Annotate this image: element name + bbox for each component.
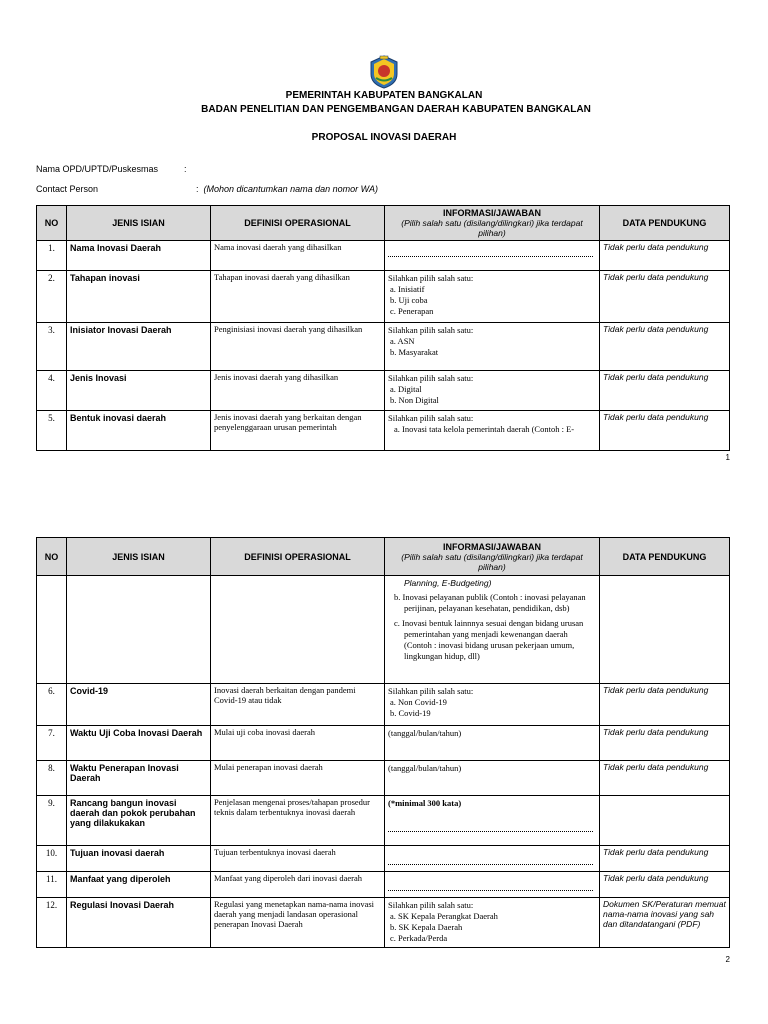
col-no: NO bbox=[37, 538, 67, 576]
answer-field[interactable]: Planning, E-Budgeting) b. Inovasi pelayanan publik (Contoh : inovasi pelayanan perijinan, pelayanan kesehatan, pendidikan, dsb) c. Inovasi bentuk lainnnya sesuai dengan bidang urusan pemerintahan yang menjadi kewenangan daerah (Contoh : inovasi bidang urusan pekerjaan umum, lingkungan hidup, dll) bbox=[385, 576, 600, 684]
col-data: DATA PENDUKUNG bbox=[600, 206, 730, 241]
option[interactable]: b. Covid-19 bbox=[390, 708, 431, 719]
option[interactable]: a. ASN bbox=[390, 336, 415, 347]
option[interactable]: b. Inovasi pelayanan publik (Contoh : inovasi pelayanan perijinan, pelayanan kesehatan, pendidikan, dsb) bbox=[394, 592, 586, 614]
answer-field[interactable]: Silahkan pilih salah satu: a. Inovasi tata kelola pemerintah daerah (Contoh : E- bbox=[385, 411, 600, 451]
date-field[interactable]: (tanggal/bulan/tahun) bbox=[385, 761, 600, 796]
answer-field[interactable]: Silahkan pilih salah satu: a. ASN b. Masyarakat bbox=[385, 323, 600, 371]
table-header-row bbox=[37, 538, 730, 576]
page-number-1: 1 bbox=[725, 453, 730, 462]
col-info: INFORMASI/JAWABAN (Pilih salah satu (disilang/dilingkari) jika terdapat pilihan) bbox=[385, 538, 600, 576]
proposal-table-page-1 bbox=[36, 205, 730, 451]
option[interactable]: a. Inovasi tata kelola pemerintah daerah (Contoh : E- bbox=[394, 424, 575, 435]
col-info: INFORMASI/JAWABAN (Pilih salah satu (disilang/dilingkari) jika terdapat pilihan) bbox=[385, 206, 600, 241]
col-definisi: DEFINISI OPERASIONAL bbox=[211, 206, 385, 241]
page-number-2: 2 bbox=[725, 955, 730, 964]
answer-field[interactable] bbox=[385, 241, 600, 271]
option[interactable]: a. Non Covid-19 bbox=[390, 697, 447, 708]
answer-field[interactable]: Silahkan pilih salah satu: a. Inisiatif b. Uji coba c. Penerapan bbox=[385, 271, 600, 323]
answer-field[interactable]: Silahkan pilih salah satu: a. Digital b. Non Digital bbox=[385, 371, 600, 411]
table-row: 8. Waktu Penerapan Inovasi Daerah Mulai penerapan inovasi daerah (tanggal/bulan/tahun) Tidak perlu data pendukung bbox=[37, 761, 730, 796]
opd-field[interactable] bbox=[36, 164, 187, 174]
option[interactable]: c. Perkada/Perda bbox=[390, 933, 448, 944]
header-line-1: PEMERINTAH KABUPATEN BANGKALAN bbox=[285, 90, 483, 101]
contact-field[interactable] bbox=[36, 184, 378, 194]
answer-field[interactable]: Silahkan pilih salah satu: a. Non Covid-19 b. Covid-19 bbox=[385, 684, 600, 726]
answer-field[interactable]: Silahkan pilih salah satu: a. SK Kepala Perangkat Daerah b. SK Kepala Daerah c. Perkada/Perda bbox=[385, 898, 600, 948]
col-definisi: DEFINISI OPERASIONAL bbox=[211, 538, 385, 576]
proposal-table-page-2 bbox=[36, 537, 730, 948]
opd-label: Nama OPD/UPTD/Puskesmas bbox=[36, 164, 159, 174]
table-row bbox=[37, 576, 730, 684]
document-title: PROPOSAL INOVASI DAERAH bbox=[311, 132, 457, 143]
contact-note: (Mohon dicantumkan nama dan nomor WA) bbox=[203, 184, 378, 194]
table-header-row bbox=[37, 206, 730, 241]
contact-label: Contact Person bbox=[36, 184, 99, 194]
table-row: 4. Jenis Inovasi Jenis inovasi daerah yang dihasilkan Silahkan pilih salah satu: a. Digital b. Non Digital Tidak perlu data pendukung bbox=[37, 371, 730, 411]
col-jenis: JENIS ISIAN bbox=[67, 538, 211, 576]
option[interactable]: b. SK Kepala Daerah bbox=[390, 922, 463, 933]
table-row: 12. Regulasi Inovasi Daerah Regulasi yang menetapkan nama-nama inovasi daerah yang menjadi landasan operasional penerapan Inovasi Daerah Silahkan pilih salah satu: a. SK Kepala Perangkat Daerah b. SK Kepala Daerah c. Perkada/Perda Dokumen SK/Peraturan memuat nama-nama inovasi yang sah dan ditandatangani (PDF) bbox=[37, 898, 730, 948]
col-data: DATA PENDUKUNG bbox=[600, 538, 730, 576]
option[interactable]: b. Non Digital bbox=[390, 395, 439, 406]
table-row: 11. Manfaat yang diperoleh Manfaat yang diperoleh dari inovasi daerah Tidak perlu data pendukung bbox=[37, 872, 730, 898]
option[interactable]: c. Inovasi bentuk lainnnya sesuai dengan bidang urusan pemerintahan yang menjadi kewenangan daerah (Contoh : inovasi bidang urusan pekerjaan umum, lingkungan hidup, dll) bbox=[394, 618, 584, 662]
opd-colon: : bbox=[184, 164, 187, 174]
table-row: 7. Waktu Uji Coba Inovasi Daerah Mulai uji coba inovasi daerah (tanggal/bulan/tahun) Tidak perlu data pendukung bbox=[37, 726, 730, 761]
table-row: 6. Covid-19 Inovasi daerah berkaitan dengan pandemi Covid-19 atau tidak Silahkan pilih salah satu: a. Non Covid-19 b. Covid-19 Tidak perlu data pendukung bbox=[37, 684, 730, 726]
table-row: 10. Tujuan inovasi daerah Tujuan terbentuknya inovasi daerah Tidak perlu data pendukung bbox=[37, 846, 730, 872]
table-row: 2. Tahapan inovasi Tahapan inovasi daerah yang dihasilkan Silahkan pilih salah satu: a. Inisiatif b. Uji coba c. Penerapan Tidak perlu data pendukung bbox=[37, 271, 730, 323]
contact-colon: : bbox=[196, 184, 199, 194]
option[interactable]: c. Penerapan bbox=[390, 306, 434, 317]
header-line-2: BADAN PENELITIAN DAN PENGEMBANGAN DAERAH KABUPATEN BANGKALAN bbox=[201, 104, 591, 115]
answer-field[interactable] bbox=[385, 872, 600, 898]
table-row: 9. Rancang bangun inovasi daerah dan pokok perubahan yang dilakukakan Penjelasan mengenai proses/tahapan prosedur teknis dalam terbentuknya inovasi daerah (*minimal 300 kata) bbox=[37, 796, 730, 846]
option[interactable]: b. Masyarakat bbox=[390, 347, 439, 358]
col-no: NO bbox=[37, 206, 67, 241]
option[interactable]: a. Digital bbox=[390, 384, 422, 395]
answer-field[interactable]: (*minimal 300 kata) bbox=[385, 796, 600, 846]
table-row: 3. Inisiator Inovasi Daerah Penginisiasi inovasi daerah yang dihasilkan Silahkan pilih salah satu: a. ASN b. Masyarakat Tidak perlu data pendukung bbox=[37, 323, 730, 371]
answer-field[interactable] bbox=[385, 846, 600, 872]
date-field[interactable]: (tanggal/bulan/tahun) bbox=[385, 726, 600, 761]
col-jenis: JENIS ISIAN bbox=[67, 206, 211, 241]
table-row: 1. Nama Inovasi Daerah Nama inovasi daerah yang dihasilkan Tidak perlu data pendukung bbox=[37, 241, 730, 271]
bangkalan-emblem-icon bbox=[366, 54, 402, 90]
option[interactable]: b. Uji coba bbox=[390, 295, 428, 306]
option[interactable]: a. Inisiatif bbox=[390, 284, 425, 295]
option[interactable]: a. SK Kepala Perangkat Daerah bbox=[390, 911, 498, 922]
table-row: 5. Bentuk inovasi daerah Jenis inovasi daerah yang berkaitan dengan penyelenggaraan urusan pemerintah Silahkan pilih salah satu: a. Inovasi tata kelola pemerintah daerah (Contoh : E- Tidak perlu data pendukung bbox=[37, 411, 730, 451]
